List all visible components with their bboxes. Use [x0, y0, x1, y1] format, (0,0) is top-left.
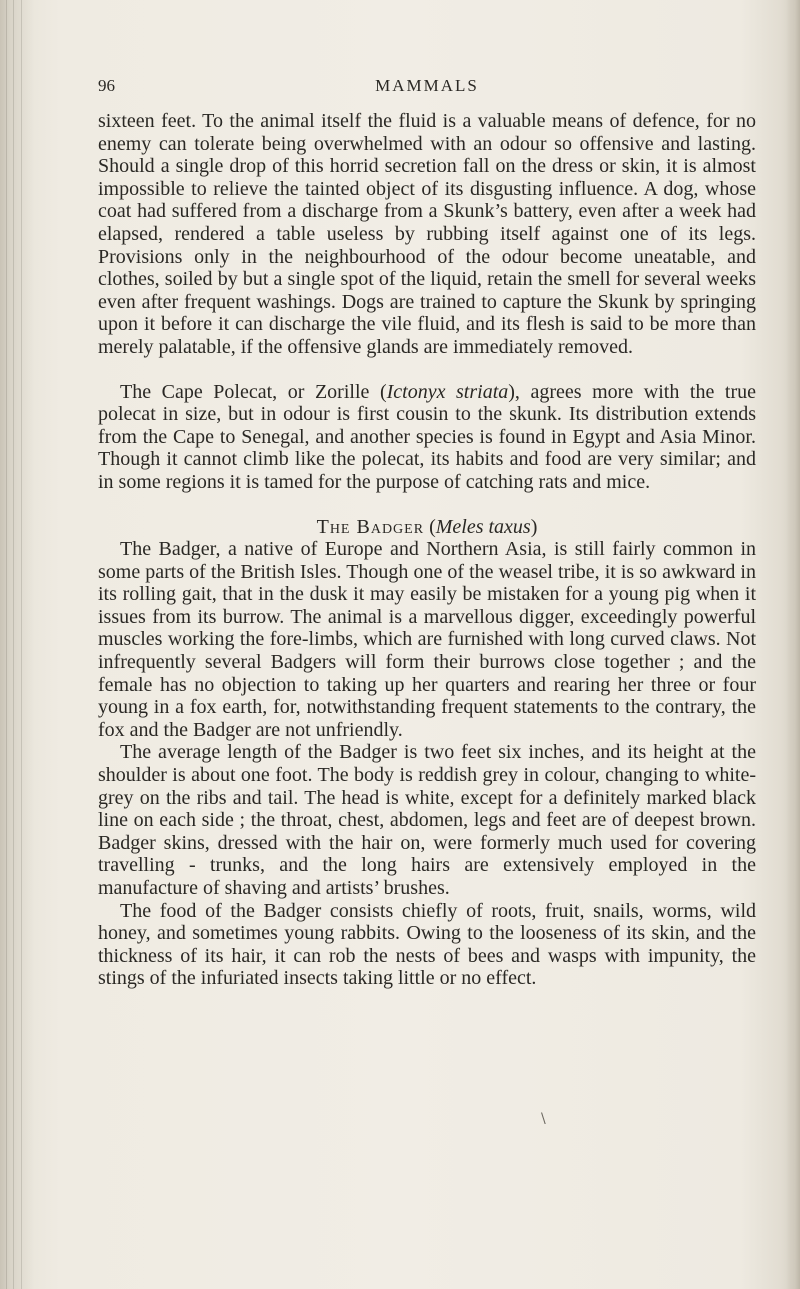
gutter-crease	[6, 0, 7, 1289]
paragraph-badger-food: The food of the Badger consists chiefly of roots, fruit, snails, worms, wild honey, and sometimes young rabbits. Owing to the looseness of its skin, and the thickness of its hair, it can rob the nests of bees and wasps with impunity, the stings of the infuriated insects taking little or no effect.	[98, 899, 756, 990]
gutter-crease	[21, 0, 22, 1289]
page-number: 96	[98, 76, 115, 95]
paragraph-text: ), agrees more with the true polecat in size, but in odour is first cousin to the skunk. Its distribution extends from the Cape to Senegal, and another species is found in Egypt and Asia Minor. Though it cannot climb like the polecat, its habits and food are very similar; and in some regions it is tamed for the purpose of catching rats and mice.	[98, 380, 756, 493]
page-header	[98, 76, 756, 98]
section-title: The Badger	[316, 515, 425, 538]
running-head: MAMMALS	[375, 76, 479, 95]
paragraph-skunk-continued: sixteen feet. To the animal itself the fluid is a valuable means of defence, for no enemy can tolerate being overwhelmed with an odour so offensive and lasting. Should a single drop of this horrid secretion fall on the dress or skin, it is almost impossible to relieve the tainted object of its disgusting influence. A dog, whose coat had suffered from a discharge from a Skunk’s battery, even after a week had elapsed, rendered a table useless by rubbing itself against one of its legs. Provisions only in the neighbourhood of the odour become uneatable, and clothes, soiled by but a single spot of the liquid, retain the smell for several weeks even after frequent washings. Dogs are trained to capture the Skunk by springing upon it before it can discharge the vile fluid, and its flesh is said to be more than merely palatable, if the offensive glands are immediately removed.	[98, 110, 756, 358]
section-heading: The Badger (Meles taxus)	[316, 515, 538, 538]
stray-ink-mark: \	[541, 1111, 546, 1127]
paragraph-badger-size: The average length of the Badger is two feet six inches, and its height at the shoulder is about one foot. The body is reddish grey in colour, changing to white-grey on the ribs and tail. The head is white, except for a definitely marked black line on each side ; the throat, chest, abdomen, legs and feet are of deepest brown. Badger skins, dressed with the hair on, were formerly much used for covering travelling - trunks, and the long hairs are extensively employed in the manufacture of shaving and artists’ brushes.	[98, 741, 756, 899]
body-text	[98, 110, 756, 990]
paragraph-badger-intro: The Badger, a native of Europe and Northern Asia, is still fairly common in some parts of the British Isles. Though one of the weasel tribe, it is so awkward in its rolling gait, that in the dusk it may easily be mistaken for a young pig when it issues from its burrow. The animal is a marvellous digger, exceedingly powerful muscles working the fore-limbs, which are furnished with long curved claws. Not infrequently several Badgers will form their burrows close together ; and the female has no objection to taking up her quarters and rearing her three or four young in a fox earth, for, notwithstanding frequent statements to the contrary, the fox and the Badger are not unfriendly.	[98, 538, 756, 741]
gutter-crease	[13, 0, 14, 1289]
section-latin-name: Meles taxus	[435, 515, 531, 538]
paragraph-text: The Cape Polecat, or Zorille (	[120, 380, 387, 403]
paragraph-cape-polecat	[98, 381, 756, 494]
latin-name: Ictonyx striata	[386, 380, 509, 403]
page-edge-shadow	[786, 0, 800, 1289]
